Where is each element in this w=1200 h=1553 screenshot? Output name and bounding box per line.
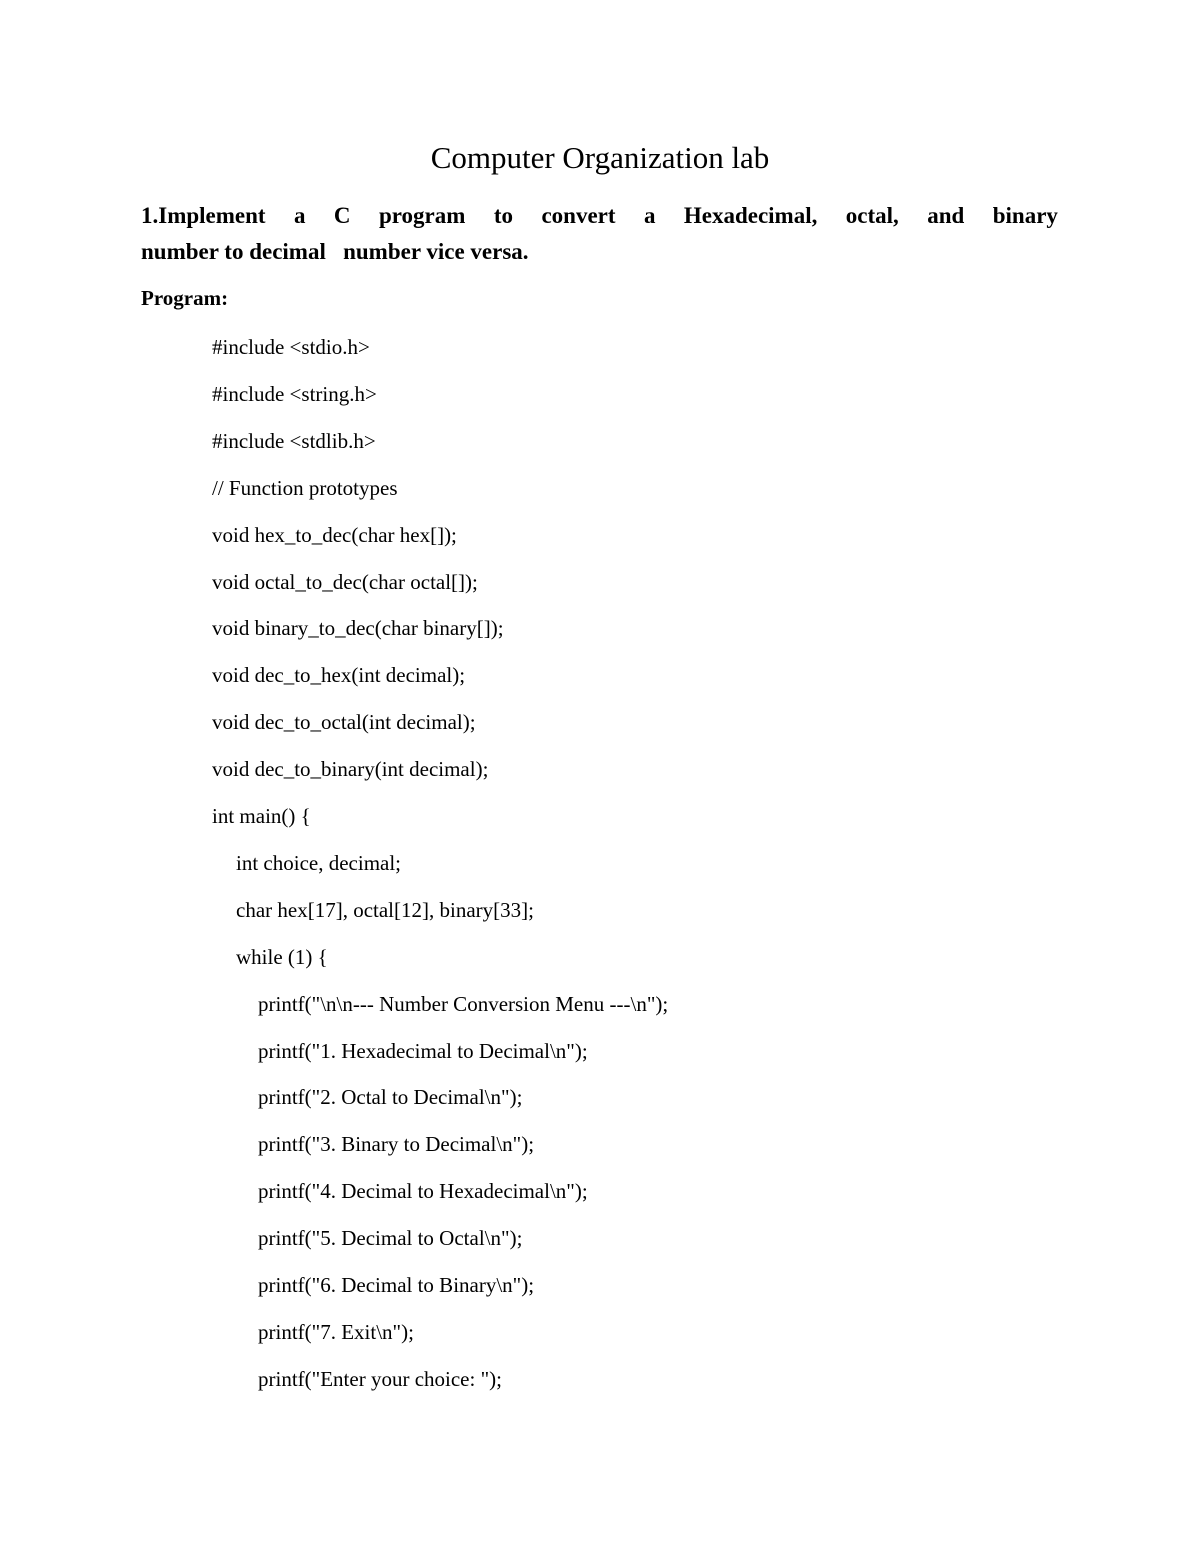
question-word: 1.Implement xyxy=(141,203,266,228)
code-line: int choice, decimal; xyxy=(236,850,402,875)
code-line: void dec_to_binary(int decimal); xyxy=(212,757,489,782)
question-word: convert xyxy=(541,203,616,228)
code-line: #include <stdio.h> xyxy=(212,335,370,359)
question-word: a xyxy=(294,203,306,228)
code-line: void octal_to_dec(char octal[]); xyxy=(212,569,478,594)
question-word: to xyxy=(493,203,514,228)
question-word: C xyxy=(333,203,351,228)
question-word: Hexadecimal, xyxy=(683,203,818,228)
code-line: // Function prototypes xyxy=(212,475,398,500)
question-heading xyxy=(141,198,1058,270)
code-line: printf("\n\n--- Number Conversion Menu ---\n"); xyxy=(258,991,669,1016)
question-word: and xyxy=(927,203,965,228)
question-word: binary xyxy=(992,203,1058,228)
code-line: printf("7. Exit\n"); xyxy=(258,1319,414,1344)
code-line: #include <stdlib.h> xyxy=(212,428,376,453)
code-line: int main() { xyxy=(212,804,311,828)
code-line: printf("2. Octal to Decimal\n"); xyxy=(258,1085,523,1110)
question-line-2: number to decimal number vice versa. xyxy=(141,239,529,264)
code-line: printf("4. Decimal to Hexadecimal\n"); xyxy=(258,1179,588,1204)
code-line: printf("3. Binary to Decimal\n"); xyxy=(258,1132,535,1157)
program-label: Program: xyxy=(141,286,229,310)
code-line: void binary_to_dec(char binary[]); xyxy=(212,616,504,641)
code-line: void dec_to_hex(int decimal); xyxy=(212,663,466,688)
code-line: printf("5. Decimal to Octal\n"); xyxy=(258,1226,523,1251)
code-line: char hex[17], octal[12], binary[33]; xyxy=(236,897,534,922)
question-word: octal, xyxy=(845,203,899,228)
question-word: a xyxy=(643,203,656,228)
code-line: #include <string.h> xyxy=(212,381,377,406)
code-line: void dec_to_octal(int decimal); xyxy=(212,710,476,735)
question-line-1 xyxy=(141,198,1058,234)
page-title: Computer Organization lab xyxy=(430,140,770,175)
question-word: program xyxy=(378,203,466,228)
code-line: void hex_to_dec(char hex[]); xyxy=(212,522,457,547)
code-line: printf("6. Decimal to Binary\n"); xyxy=(258,1273,535,1297)
code-line: printf("1. Hexadecimal to Decimal\n"); xyxy=(258,1038,588,1063)
code-line: printf("Enter your choice: "); xyxy=(258,1366,502,1391)
code-line: while (1) { xyxy=(236,944,328,969)
